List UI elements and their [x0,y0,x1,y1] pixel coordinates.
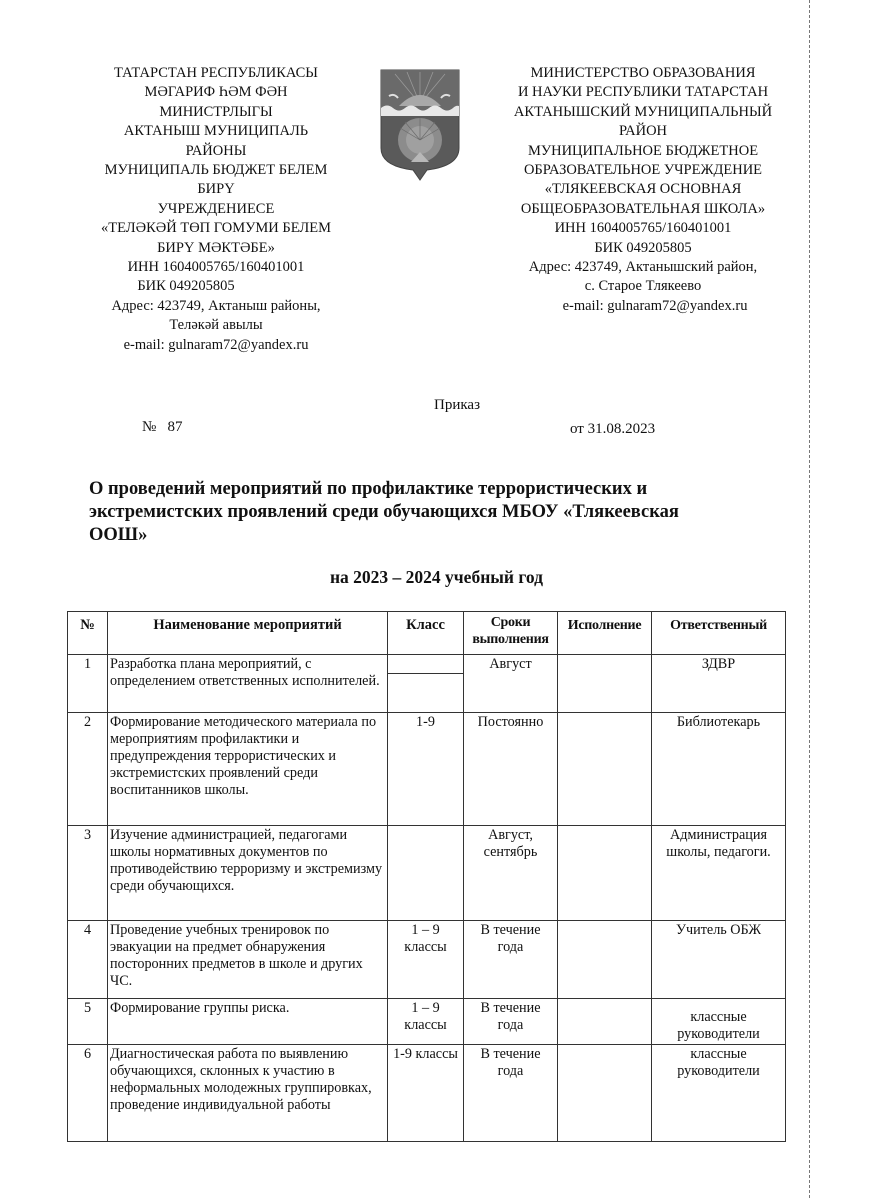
cell-execution [558,999,652,1045]
table-row [68,713,786,826]
table-row [68,999,786,1045]
header-right-address: Адрес: 423749, Актанышский район, [528,259,758,276]
cell-responsible: Библиотекарь [652,713,786,826]
header-right-line: «ТЛЯКЕЕВСКАЯ ОСНОВНАЯ [544,181,742,198]
order-title: Приказ [434,397,481,413]
header-left-address: Адрес: 423749, Актаныш районы, [111,297,321,314]
cell-term: Постоянно [464,713,558,826]
cell-class-split-bottom [388,674,463,712]
table-row [68,826,786,921]
header-right-email: e-mail: gulnaram72@yandex.ru [562,297,748,314]
column-header-class: Класс [388,612,464,655]
header-left-line: МУНИЦИПАЛЬ БЮДЖЕТ БЕЛЕМ [104,162,328,179]
cell-responsible: классные руководители [652,999,786,1045]
header-right-village: с. Старое Тлякеево [584,278,702,295]
cell-responsible: классные руководители [652,1045,786,1142]
column-header-execution: Исполнение [558,612,652,655]
cell-class [388,826,464,921]
header-right-line: РАЙОН [618,123,668,140]
column-header-num: № [68,612,108,655]
cell-class: 1 – 9 классы [388,921,464,999]
cell-num: 3 [68,826,108,921]
header-right-line: МИНИСТЕРСТВО ОБРАЗОВАНИЯ [530,65,756,81]
header-left-email: e-mail: gulnaram72@yandex.ru [123,336,309,353]
cell-class-split-top [388,655,463,674]
cell-num: 1 [68,655,108,713]
cell-name: Изучение администрацией, педагогами школы нормативных документов по противодействию терроризму и экстремизму среди обучающихся. [108,826,388,921]
cell-term: В течение года [464,1045,558,1142]
header-left-bik: БИК 049205805 [137,278,235,295]
header-right-line: МУНИЦИПАЛЬНОЕ БЮДЖЕТНОЕ [527,142,759,159]
table-row [68,655,786,713]
column-header-responsible: Ответственный [652,612,786,655]
table-row [68,921,786,999]
header-right-bik: БИК 049205805 [594,239,692,256]
header-left-line: УЧРЕЖДЕНИЕСЕ [157,200,275,217]
cell-num: 2 [68,713,108,826]
header-left-line: БИРҮ [197,181,235,198]
cell-num: 6 [68,1045,108,1142]
cell-name: Проведение учебных тренировок по эвакуации на предмет обнаружения посторонних предметов в школе и других ЧС. [108,921,388,999]
activities-table [67,611,786,1142]
table-row [68,1045,786,1142]
order-date: от 31.08.2023 [570,421,656,437]
header-right-line: ОБЩЕОБРАЗОВАТЕЛЬНАЯ ШКОЛА» [520,200,766,217]
cell-execution [558,1045,652,1142]
cell-num: 5 [68,999,108,1045]
cell-term: В течение года [464,999,558,1045]
header-left-line: АКТАНЫШ МУНИЦИПАЛЬ [123,123,309,140]
header-right-line: ОБРАЗОВАТЕЛЬНОЕ УЧРЕЖДЕНИЕ [523,162,763,179]
cell-class: 1 – 9 классы [388,999,464,1045]
header-left-line: МӘГАРИФ ҺӘМ ФӘН [144,84,288,101]
cell-class [388,655,464,713]
table-header-row [68,612,786,655]
column-header-name: Наименование мероприятий [108,612,388,655]
cell-name: Разработка плана мероприятий, с определением ответственных исполнителей. [108,655,388,713]
cell-num: 4 [68,921,108,999]
coat-of-arms-icon [375,66,465,182]
document-subtitle: на 2023 – 2024 учебный год [329,567,544,587]
cell-term: В течение года [464,921,558,999]
order-number: № 87 [142,419,183,435]
cell-execution [558,921,652,999]
cell-class: 1-9 классы [388,1045,464,1142]
cell-name: Формирование группы риска. [108,999,388,1045]
header-left-inn: ИНН 1604005765/160401001 [127,259,305,276]
cell-responsible: Администрация школы, педагоги. [652,826,786,921]
header-right-line: И НАУКИ РЕСПУБЛИКИ ТАТАРСТАН [517,84,769,101]
cell-name: Формирование методического материала по мероприятиям профилактики и предупреждения террористических и экстремистских проявлений среди воспитанников школы. [108,713,388,826]
column-header-term: Сроки выполнения [464,612,558,655]
header-left-line: РАЙОНЫ [185,142,247,159]
header-right-line: АКТАНЫШСКИЙ МУНИЦИПАЛЬНЫЙ [513,103,773,120]
scan-edge-line [809,0,810,1200]
cell-term: Август [464,655,558,713]
document-title: О проведений мероприятий по профилактике террористических и экстремистских проявлений среди обучающихся МБОУ «Тлякеевская ООШ» [89,479,679,545]
cell-term: Август, сентябрь [464,826,558,921]
cell-name: Диагностическая работа по выявлению обучающихся, склонных к участию в неформальных молодежных группировках, проведение индивидуальной работы [108,1045,388,1142]
header-left-tatar [72,64,360,355]
cell-execution [558,826,652,921]
cell-execution [558,655,652,713]
cell-responsible: Учитель ОБЖ [652,921,786,999]
header-left-line: МИНИСТРЛЫГЫ [159,103,273,120]
header-left-line: ТАТАРСТАН РЕСПУБЛИКАСЫ [114,65,318,81]
header-left-village: Теләкәй авылы [169,317,263,334]
header-right-inn: ИНН 1604005765/160401001 [554,220,732,237]
header-left-line: «ТЕЛӘКӘЙ ТӨП ГОМУМИ БЕЛЕМ [101,220,331,237]
cell-execution [558,713,652,826]
header-right-russian [488,64,798,316]
cell-responsible: ЗДВР [652,655,786,713]
cell-class: 1-9 [388,713,464,826]
header-left-line: БИРҮ МӘКТӘБЕ» [157,239,275,256]
